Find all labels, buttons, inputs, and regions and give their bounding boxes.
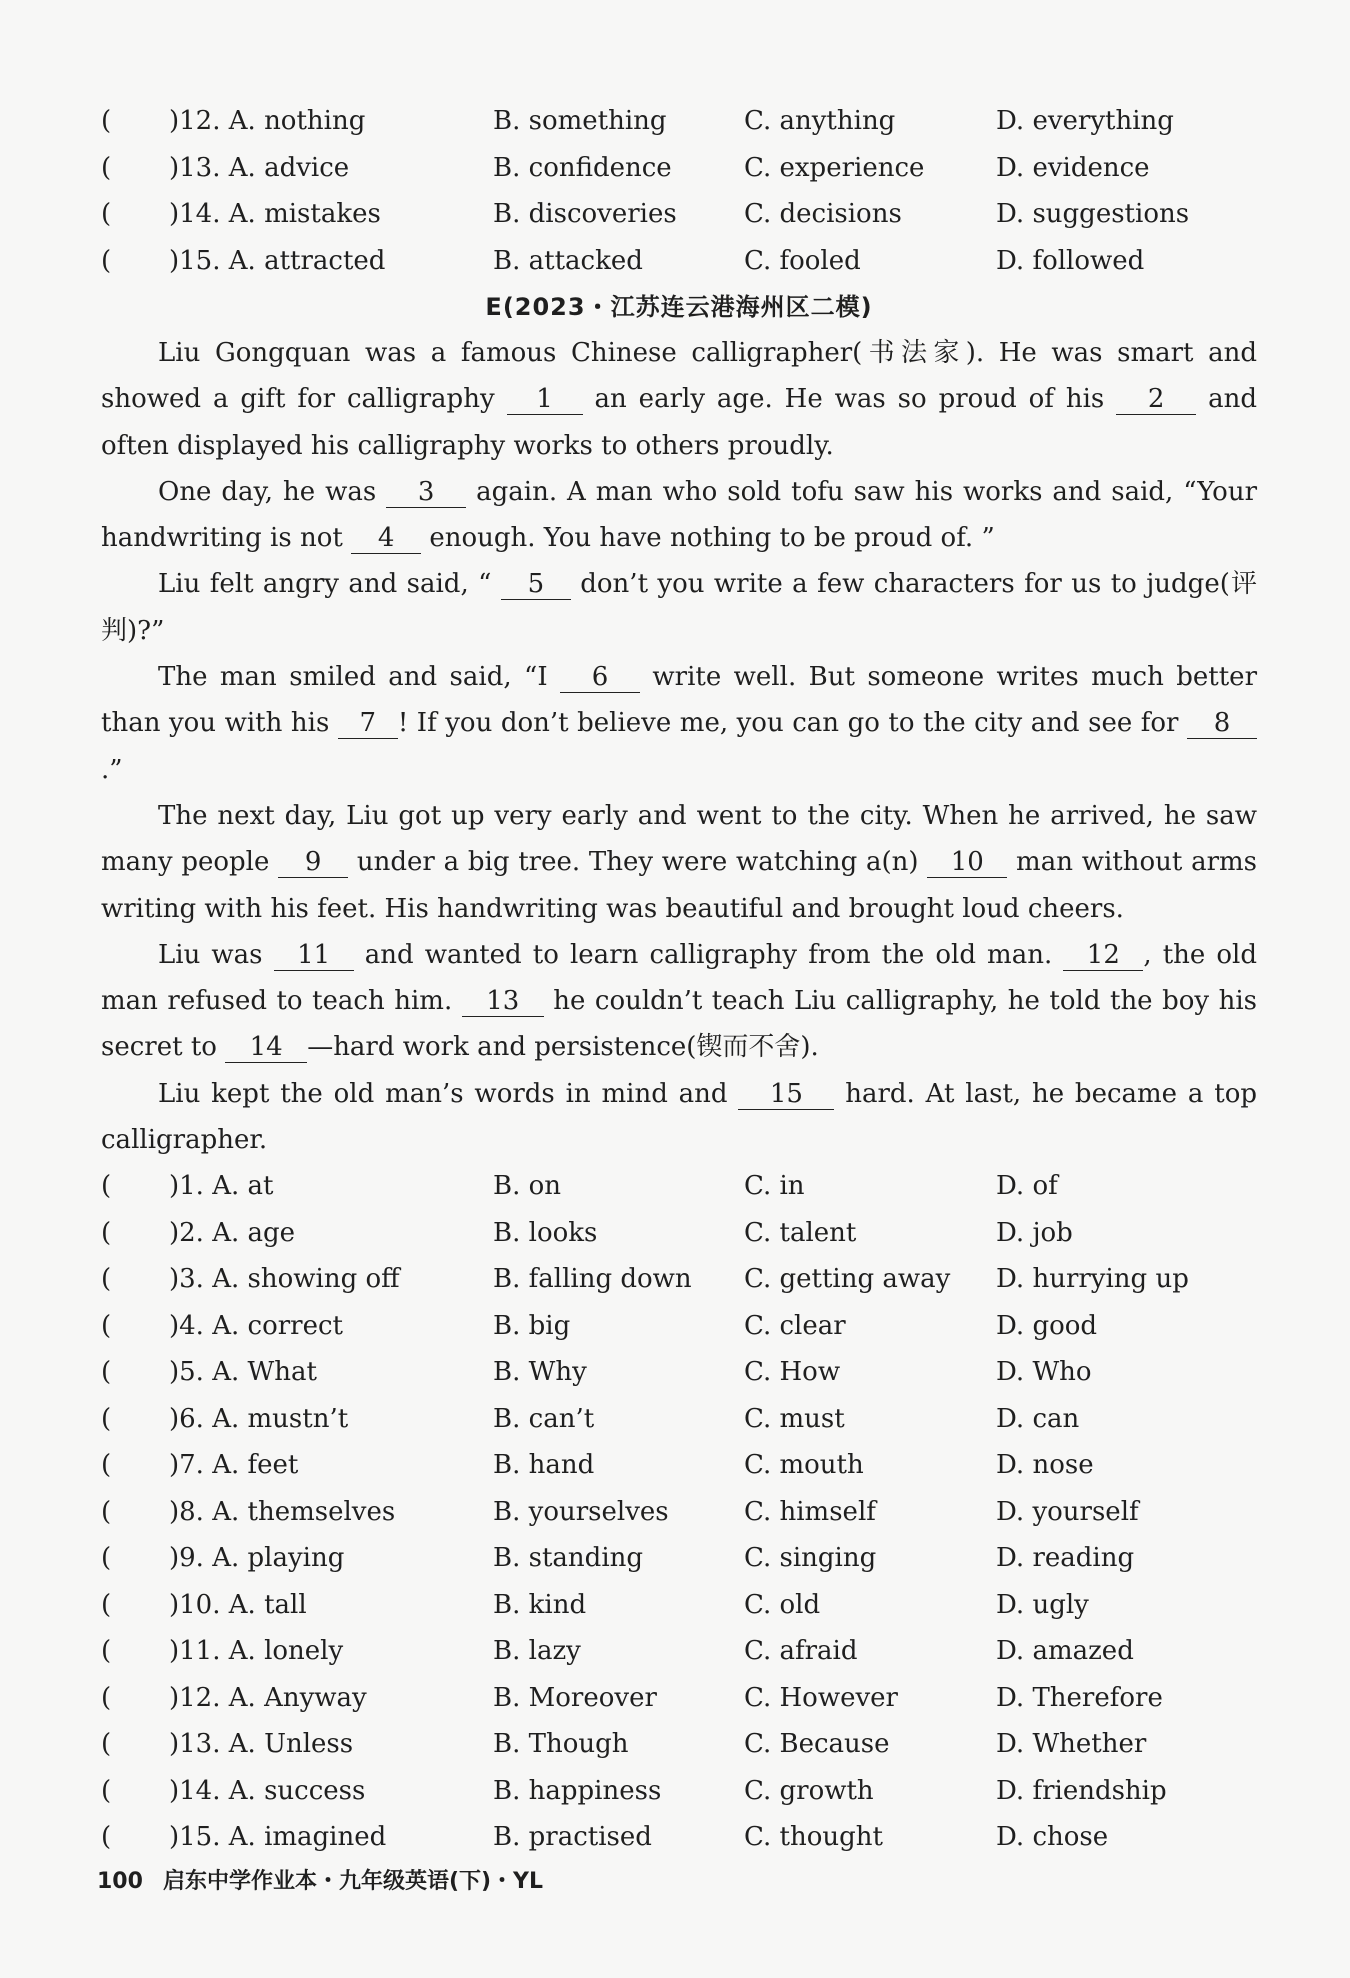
option-b: B. looks [493,1217,598,1248]
option-d: D. evidence [996,152,1150,183]
option-c: C. growth [744,1775,874,1806]
option-a: )14. A. mistakes [169,199,381,229]
option-d: D. ugly [996,1589,1089,1620]
option-b: B. Moreover [493,1682,657,1713]
question-row [101,1814,1257,1861]
option-a: )15. A. attracted [169,245,386,276]
option-a: )15. A. imagined [169,1822,387,1853]
question-row [101,1210,1257,1257]
option-d: D. hurrying up [996,1264,1189,1295]
answer-paren[interactable]: ( [101,152,112,183]
option-a: )8. A. themselves [169,1496,396,1527]
passage-text: under a big tree. They were watching a(n) [348,847,928,878]
answer-paren[interactable]: ( [101,106,112,136]
page-footer [97,1864,543,1895]
passage-text: The next day, Liu got up very early and went to the city. When he arrived, he saw many people [101,800,1257,878]
option-b: B. confidence [493,152,672,183]
answer-paren[interactable]: ( [101,1682,112,1713]
passage-text: Liu Gongquan was a famous Chinese calligrapher(书法家). He was smart and showed a gift for calligraphy [101,338,1257,415]
answer-paren[interactable]: ( [101,1217,112,1248]
option-a: )2. A. age [169,1217,296,1248]
answer-paren[interactable]: ( [101,245,112,276]
passage-text: and wanted to learn calligraphy from the old man. [353,939,1064,970]
option-d: D. followed [996,245,1145,276]
blank-13[interactable]: 13 [462,986,544,1017]
option-d: D. good [996,1310,1098,1341]
answer-paren[interactable]: ( [101,1171,112,1202]
question-row [101,1721,1257,1768]
passage-paragraph [101,932,1257,1071]
question-row [101,238,1257,285]
option-c: C. getting away [744,1264,951,1295]
passage-text: One day, he was [158,476,387,507]
question-row [101,1256,1257,1303]
blank-5[interactable]: 5 [501,569,571,600]
blank-12[interactable]: 12 [1063,940,1143,971]
option-b: B. yourselves [493,1496,669,1527]
answer-paren[interactable]: ( [101,1822,112,1853]
question-row [101,1675,1257,1722]
passage-text: hard. At last, he became a top calligrapher. [101,1078,1257,1156]
page-content [101,98,1257,1861]
section-title: E(2023・江苏连云港海州区二模) [485,293,873,321]
blank-8[interactable]: 8 [1187,708,1257,739]
option-b: B. happiness [493,1775,662,1806]
option-b: B. standing [493,1543,644,1574]
option-d: D. chose [996,1822,1109,1853]
passage-text: don’t you write a few characters for us to judge(评判)?” [101,569,1257,646]
passage-text: ! If you don’t believe me, you can go to the city and see for [397,708,1187,739]
question-row [101,1349,1257,1396]
option-d: D. yourself [996,1496,1139,1527]
passage-text: .” [101,754,123,785]
blank-7[interactable]: 7 [338,708,398,739]
question-row [101,1442,1257,1489]
passage-text: The man smiled and said, “I [158,662,561,693]
option-b: B. something [493,106,667,136]
option-c: C. experience [744,152,925,183]
passage-paragraph [101,654,1257,793]
question-row [101,1303,1257,1350]
option-a: )14. A. success [169,1775,366,1806]
passage-text: Liu was [158,939,274,970]
book-title: 启东中学作业本・九年级英语(下)・YL [162,1869,543,1894]
option-d: D. Therefore [996,1682,1163,1713]
answer-paren[interactable]: ( [101,1543,112,1574]
option-b: B. big [493,1310,571,1341]
option-b: B. on [493,1171,562,1202]
blank-14[interactable]: 14 [225,1032,307,1063]
option-b: B. Though [493,1729,629,1760]
option-b: B. kind [493,1589,587,1620]
question-row [101,1768,1257,1815]
passage [101,330,1257,1163]
passage-text: , the old man refused to teach him. [101,939,1257,1017]
option-a: )13. A. Unless [169,1729,354,1760]
passage-text: enough. You have nothing to be proud of. ” [421,523,995,554]
blank-4[interactable]: 4 [351,523,421,554]
question-list [101,1163,1257,1861]
passage-text: again. A man who sold tofu saw his works and said, “Your handwriting is not [101,476,1257,554]
option-c: C. must [744,1403,845,1434]
option-c: C. in [744,1171,805,1202]
option-b: B. falling down [493,1264,692,1295]
passage-paragraph [101,469,1257,562]
option-c: C. afraid [744,1636,858,1667]
answer-paren[interactable]: ( [101,1729,112,1760]
passage-text: man without arms writing with his feet. His handwriting was beautiful and brought loud cheers. [101,847,1258,924]
option-c: C. decisions [744,199,902,229]
blank-15[interactable]: 15 [738,1079,834,1110]
option-d: D. friendship [996,1775,1167,1806]
option-c: C. However [744,1682,898,1713]
question-row [101,98,1257,145]
option-b: B. lazy [493,1636,581,1667]
option-c: C. singing [744,1543,877,1574]
page-number: 100 [97,1869,143,1894]
question-row [101,1163,1257,1210]
answer-paren[interactable]: ( [101,1636,112,1667]
blank-11[interactable]: 11 [274,940,354,971]
option-a: )5. A. What [169,1357,317,1388]
blank-6[interactable]: 6 [560,662,640,693]
option-c: C. How [744,1357,841,1388]
option-d: D. of [996,1171,1058,1202]
option-d: D. amazed [996,1636,1134,1667]
option-b: B. attacked [493,245,643,276]
passage-paragraph [101,561,1257,654]
option-d: D. Who [996,1357,1092,1388]
answer-paren[interactable]: ( [101,1357,112,1388]
option-d: D. job [996,1217,1073,1248]
answer-paren[interactable]: ( [101,1403,112,1434]
blank-10[interactable]: 10 [927,847,1007,878]
blank-9[interactable]: 9 [278,847,348,878]
option-d: D. Whether [996,1729,1147,1760]
top-question-list [101,98,1257,284]
option-d: D. everything [996,106,1174,136]
option-a: )10. A. tall [169,1589,307,1620]
passage-paragraph [101,793,1257,932]
answer-paren[interactable]: ( [101,1450,112,1481]
option-d: D. nose [996,1450,1094,1481]
option-c: C. himself [744,1496,876,1527]
answer-paren[interactable]: ( [101,1496,112,1527]
option-c: C. mouth [744,1450,864,1481]
option-d: D. reading [996,1543,1135,1574]
passage-text: he couldn’t teach Liu calligraphy, he told the boy his secret to [101,986,1257,1063]
option-c: C. old [744,1589,821,1620]
option-d: D. can [996,1403,1080,1434]
passage-text: Liu kept the old man’s words in mind and [158,1078,739,1109]
option-c: C. thought [744,1822,883,1853]
blank-3[interactable]: 3 [386,477,466,508]
passage-paragraph [101,1071,1257,1164]
answer-paren[interactable]: ( [101,1775,112,1806]
option-a: )11. A. lonely [169,1636,344,1667]
option-d: D. suggestions [996,199,1190,229]
option-a: )13. A. advice [169,152,350,183]
passage-text: and often displayed his calligraphy works to others proudly. [101,384,1258,461]
passage-text: —hard work and persistence(锲而不舍). [307,1032,819,1063]
option-a: )1. A. at [169,1171,274,1202]
option-c: C. Because [744,1729,890,1760]
passage-text: Liu felt angry and said, “ [158,569,501,600]
option-b: B. hand [493,1450,595,1481]
question-row [101,1489,1257,1536]
option-b: B. discoveries [493,199,677,229]
option-a: )12. A. Anyway [169,1682,367,1713]
question-row [101,1535,1257,1582]
option-b: B. Why [493,1357,587,1388]
option-a: )4. A. correct [169,1310,343,1341]
option-a: )3. A. showing off [169,1264,400,1295]
option-a: )7. A. feet [169,1450,299,1481]
question-row [101,1628,1257,1675]
question-row [101,145,1257,192]
blank-2[interactable]: 2 [1116,384,1196,415]
option-a: )12. A. nothing [169,106,366,136]
option-c: C. anything [744,106,896,136]
answer-paren[interactable]: ( [101,1310,112,1341]
question-row [101,1582,1257,1629]
option-c: C. talent [744,1217,857,1248]
blank-1[interactable]: 1 [507,384,583,415]
answer-paren[interactable]: ( [101,1264,112,1295]
question-row [101,1396,1257,1443]
passage-text: an early age. He was so proud of his [582,384,1117,415]
passage-paragraph [101,330,1257,469]
option-b: B. can’t [493,1403,595,1434]
option-a: )6. A. mustn’t [169,1403,349,1434]
option-c: C. clear [744,1310,846,1341]
option-b: B. practised [493,1822,652,1853]
passage-text: write well. But someone writes much better than you with his [101,662,1257,739]
answer-paren[interactable]: ( [101,1589,112,1620]
option-a: )9. A. playing [169,1543,345,1574]
option-c: C. fooled [744,245,861,276]
question-row [101,191,1257,238]
answer-paren[interactable]: ( [101,199,112,229]
